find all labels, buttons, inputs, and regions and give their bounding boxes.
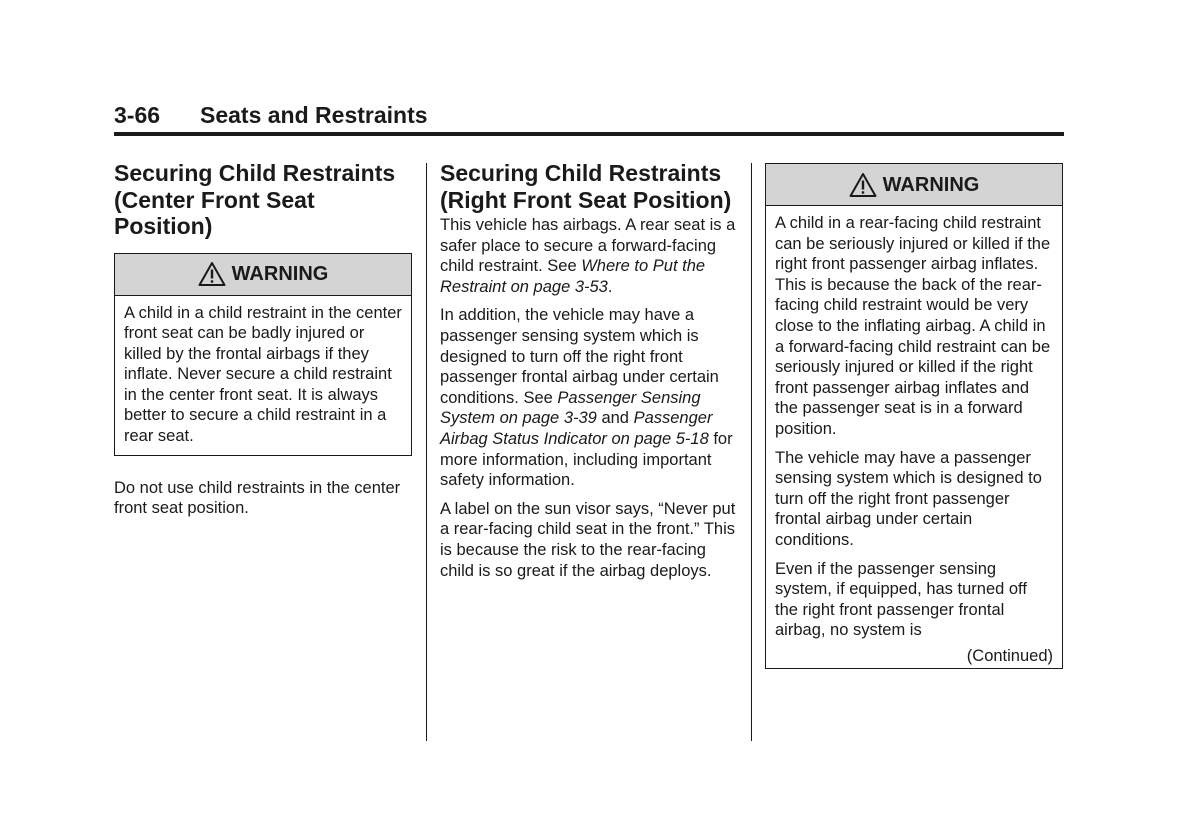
warning-text: Even if the passenger sensing system, if equipped, has turned off the right front passenger frontal airbag, no system is xyxy=(775,559,1027,640)
warning-text: The vehicle may have a passenger sensing system which is designed to turn off the right front passenger frontal airbag under certain conditions. xyxy=(775,448,1042,549)
warning-body xyxy=(766,206,1062,668)
page-number: 3-66 xyxy=(114,102,161,128)
warning-header xyxy=(766,164,1062,206)
column-divider xyxy=(751,163,752,741)
warning-box-right xyxy=(765,163,1063,669)
cross-reference: Where to Put the Restraint on page 3-53 xyxy=(440,257,706,296)
warning-text: A child in a rear-facing child restraint can be seriously injured or killed if the right front passenger airbag inflates. This is because the back of the rear-facing child restraint would be very close to the inflating airbag. A child in a forward-facing child restraint can be seriously injured or killed if the right front passenger airbag inflates and the passenger seat is in a forward position. xyxy=(775,214,1051,438)
heading-right-front: Securing Child Restraints (Right Front Seat Position) xyxy=(440,160,732,213)
cross-reference: Passenger Sensing System on page 3-39 xyxy=(440,388,701,428)
continued-label: (Continued) xyxy=(966,646,1053,665)
warning-box-center xyxy=(114,253,412,456)
body-text: Do not use child restraints in the center front seat position. xyxy=(114,478,401,518)
page-header xyxy=(114,102,1064,136)
warning-triangle-icon xyxy=(198,261,226,287)
warning-title: WARNING xyxy=(231,263,329,285)
paragraph-sun-visor: A label on the sun visor says, “Never put a rear-facing child seat in the front.” This is because the risk to the rear-facing child is so great if the airbag deploys. xyxy=(440,499,736,580)
warning-text: A child in a child restraint in the center front seat can be badly injured or killed by the frontal airbags if they inflate. Never secure a child restraint in the center front seat. It is always better to secure a child restraint in a rear seat. xyxy=(124,303,402,446)
heading-center-front: Securing Child Restraints (Center Front Seat Position) xyxy=(114,160,396,239)
column-3 xyxy=(765,163,1063,669)
cross-reference: Passenger Airbag Status Indicator on page 5-18 xyxy=(440,409,713,448)
section-title: Seats and Restraints xyxy=(200,102,428,128)
warning-header xyxy=(115,254,411,296)
paragraph-airbags: This vehicle has airbags. A rear seat is a safer place to secure a forward-facing child restraint. See Where to Put the Restraint on page 3-53. xyxy=(440,216,736,296)
warning-title: WARNING xyxy=(882,173,980,196)
column-1 xyxy=(114,160,412,519)
warning-triangle-icon xyxy=(849,172,877,198)
paragraph-sensing: In addition, the vehicle may have a passenger sensing system which is designed to turn off the right front passenger frontal airbag under certain conditions. See Passenger Sensing System on page 3-39 and Passenger Airbag Status Indicator on page 5-18 for more information, including important safety information. xyxy=(440,306,733,490)
column-divider xyxy=(426,163,427,741)
column-2 xyxy=(440,160,740,581)
warning-body xyxy=(115,296,411,455)
